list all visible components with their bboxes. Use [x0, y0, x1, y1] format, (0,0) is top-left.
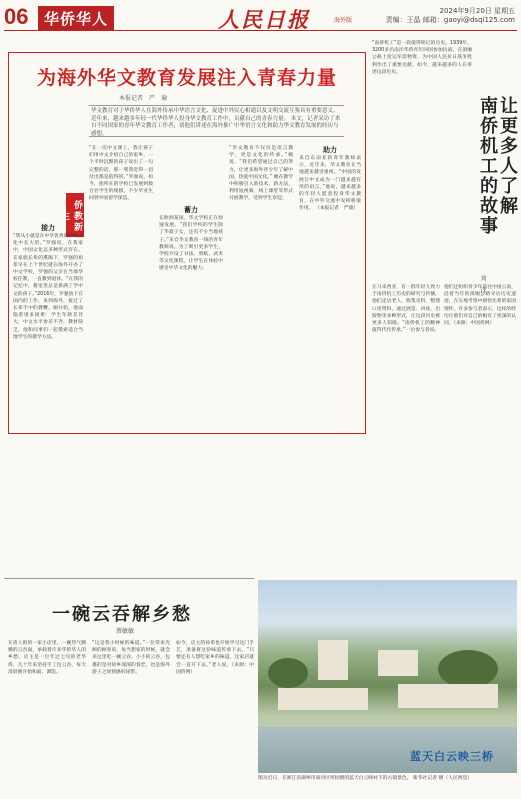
right-column-b: [372, 284, 440, 574]
right-column-b-text: 在马来西亚，有一群年轻人致力于南侨机工历史的研究与传播。他们走访老人、收集史料、整理口述资料，通过展览、讲座、出版物等多种形式，让这段历史被更多人知晓。“南侨机工的精神值得代代传承。”一位参与者说。: [372, 285, 440, 334]
subheading-relay: 接力: [41, 224, 55, 232]
news-photo: [258, 580, 517, 773]
page-number: 06: [4, 4, 29, 29]
photo-caption: 图为近日，在浙江省湖州市南浔区所拍摄的蓝天白云映衬下的古镇景色。 新华社记者 摄（人民视觉）: [258, 776, 473, 781]
lead-intro: [89, 105, 344, 137]
subheading-build: 蓄力: [184, 206, 198, 214]
right-column-c-text: 他们还组织青少年前往中国云南，沿着当年的滇缅公路寻访历史遗迹，在实地考察中感悟先辈的家国情怀。许多参与者表示，这样的经历让他们对自己的根有了更深的认同。（来源：中国侨网）: [444, 285, 516, 327]
lead-article: [8, 52, 366, 434]
issue-date: 2024年9月20日 星期五: [439, 7, 515, 15]
lead-column-4: [229, 145, 293, 428]
photo-tree: [438, 650, 498, 688]
bottom-column-1: [8, 640, 86, 790]
paper-subtitle: 海外版: [334, 17, 353, 24]
photo-building: [278, 688, 368, 710]
editor-contact: 责编：王晶 邮箱：gaoyi@dsqi125.com: [385, 16, 515, 24]
right-article-title-2: [472, 96, 498, 396]
bottom-article-title: 一碗云吞解乡愁: [52, 604, 192, 625]
lead-column-1-text: “我从小就是在中华优秀的传统文化中长大的。”罗强说，在我家中，中国文化以多种形式存在。在家族长辈的熏陶下，罗强的祖辈早在上个世纪就在海外开办了中文学校，罗强的父亲在当地华校任教，一直教到退休。“在我的记忆中，教室里总是挤满了学中文的孩子。”2016年，罗强放下在国内的工作，来到海外，接过了长辈手中的教鞭。刚开始，他面临着诸多困难：学生年龄差异大，中文水平参差不齐，教材缺乏。他和同事们一起摸索适合当地学生的教学方法。: [13, 234, 83, 340]
section-badge: 侨教新生: [66, 193, 84, 237]
right-column-a: [372, 40, 472, 280]
lead-column-3-text: 在欧洲某国，华文学校正在快速发展。“我们学校的学生除了华裔子女，还有不少当地孩子。”来自华文教育一线的青年教师说。为了吸引更多学生，学校开设了书法、剪纸、武术等文化课程，让学生在体验中感受中华文化的魅力。: [159, 216, 223, 272]
paper-name: 人民日报: [218, 7, 310, 32]
bottom-column-3: [176, 640, 254, 790]
lead-column-2-text: “在一次中文课上，我让孩子们用中文介绍自己的家乡，一个平时沉默的孩子说出了一句完整的话，那一刻我觉得一切付出都是值得的。”罗强说。如今，他所在的学校已发展到数百名学生的规模，不少毕业生回到中国留学深造。: [89, 146, 153, 202]
bottom-column-2-text: “这是我小时候的味道。”一位常来光顾的顾客说，每当想家的时候，就会来这里吃一碗云吞。小小的云吞，包裹的是对故乡深深的眷恋，也是海外游子之间情感的纽带。: [92, 641, 170, 675]
lead-title: 为海外华文教育发展注入青春力量: [36, 67, 337, 89]
photo-tree: [268, 658, 308, 688]
lead-column-2: [89, 145, 153, 428]
bottom-column-3-text: 如今，店主的孙辈也开始学习这门手艺，准备将这份味道传承下去。“只要还有人想吃家乡的味道，这家店就会一直开下去。”老人说。（来源：中国侨网）: [176, 641, 254, 675]
bottom-column-1-text: 在唐人街的一家小店里，一碗热气腾腾的云吞面，承载着许多华侨华人的乡愁。店主是一位年过七旬的老华侨，几十年来坚持手工包云吞，每天清晨便开始和面、调馅。: [8, 641, 86, 675]
lead-column-5-text: 来自东南亚的青年教师表示，近年来，华文教育在当地越来越受重视。“中国的发展让中文成为一门越来越有用的语言。”他说，越来越多的年轻人愿意投身华文教育，在中外交流中发挥桥梁作用。 （本报记者 严瑜）: [299, 156, 361, 212]
right-title-line-1: 让更多人了解: [497, 96, 518, 216]
right-title-line-2: 南侨机工的故事: [477, 96, 498, 236]
photo-building: [398, 684, 498, 708]
photo-caption-title: 蓝天白云映三桥: [410, 750, 494, 763]
photo-building: [318, 640, 348, 680]
right-column-a-text: “南侨机工”是一段值得铭记的历史。1939年，3200多名南洋华侨青年回国参加抗战，在滇缅公路上抢运军需物资，为中国人民抗日战争胜利作出了重要贡献。如今，越来越多的人在讲述这段历史。: [372, 41, 472, 75]
photo-building: [378, 650, 418, 676]
divider: [4, 578, 254, 579]
lead-column-1: [13, 223, 83, 428]
lead-column-5: [299, 145, 361, 428]
right-article-author: 刘 洋: [479, 275, 486, 293]
lead-intro-text: 华文教育对于华侨华人在海外传承中华语言文化、促进中外民心相通以及文明交流互鉴具有重要意义。近年来，越来越多年轻一代华侨华人投身华文教育工作中，贡献自己的青春力量。 本文，记者采访了来自不同国家的青年华文教育工作者，请他们讲述在海外推广中华语言文化和助力华文教育发展的经历与感想。: [91, 108, 341, 137]
lead-column-3: [159, 145, 223, 428]
lead-byline: 本报记者 严 瑜: [119, 95, 168, 102]
bottom-article-author: 蔡敏敏: [116, 628, 135, 635]
section-tag: 华侨华人: [38, 6, 114, 31]
date-line: [386, 7, 515, 25]
subheading-help: 助力: [323, 146, 337, 154]
bottom-column-2: [92, 640, 170, 790]
lead-column-4-text: “华文教育不仅仅是语言教学，更是文化的传承。”她说，“我们希望通过自己的努力，让更多海外青少年了解中国、热爱中国文化。” 她在教学中积极引入新技术、新方法，利用短视频、线上课堂等形式开展教学，受到学生欢迎。: [229, 146, 293, 202]
masthead: [4, 3, 517, 31]
